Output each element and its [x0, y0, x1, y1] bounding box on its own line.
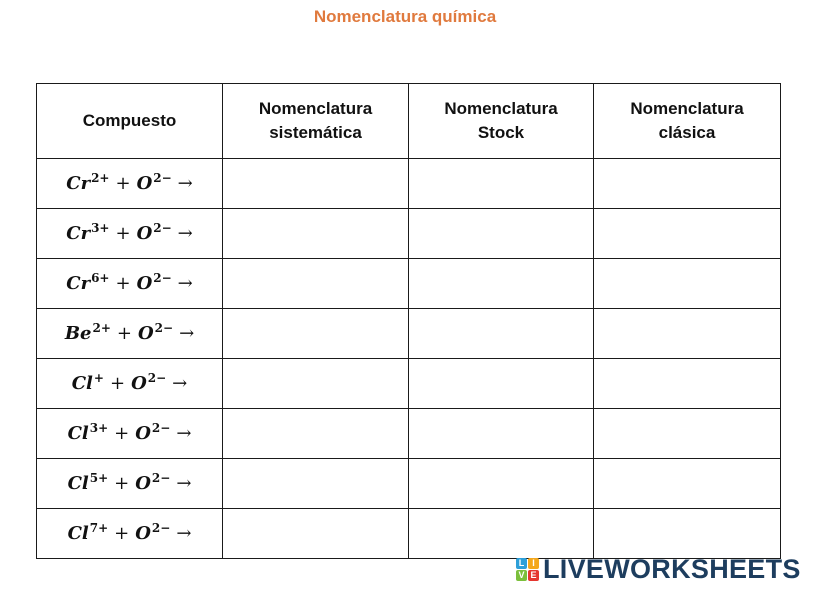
table-row	[37, 209, 781, 259]
compound-formula	[66, 273, 193, 294]
plus-sign: +	[114, 473, 130, 494]
cation-charge: 2+	[91, 171, 110, 185]
compound-cell	[37, 209, 223, 259]
answer-cell-sistematica[interactable]	[223, 509, 409, 559]
liveworksheets-logo	[516, 555, 801, 583]
plus-sign: +	[109, 373, 126, 394]
arrow-icon: →	[179, 323, 195, 344]
cation-symbol: Cr	[66, 173, 91, 194]
compound-formula	[72, 373, 188, 394]
answer-cell-clasica[interactable]	[594, 209, 781, 259]
answer-cell-clasica[interactable]	[594, 409, 781, 459]
answer-cell-stock[interactable]	[409, 409, 594, 459]
arrow-icon: →	[177, 223, 193, 244]
arrow-icon: →	[176, 473, 192, 494]
anion-charge: 2−	[153, 171, 172, 185]
answer-cell-stock[interactable]	[409, 359, 594, 409]
compound-formula	[65, 323, 194, 344]
plus-sign: +	[115, 223, 131, 244]
table-row	[37, 459, 781, 509]
answer-cell-sistematica[interactable]	[223, 209, 409, 259]
compound-formula	[68, 423, 192, 444]
arrow-icon: →	[176, 423, 192, 444]
anion-symbol: O	[136, 223, 153, 244]
answer-cell-clasica[interactable]	[594, 459, 781, 509]
column-header-compuesto: Compuesto	[37, 84, 223, 159]
page-title: Nomenclatura química	[313, 7, 497, 26]
compound-formula	[68, 523, 192, 544]
compound-cell	[37, 359, 223, 409]
compound-cell	[37, 309, 223, 359]
answer-cell-sistematica[interactable]	[223, 459, 409, 509]
logo-mark-letter: V	[516, 570, 527, 581]
logo-mark-icon	[516, 558, 539, 581]
cation-symbol: Be	[64, 323, 92, 344]
anion-symbol: O	[136, 273, 153, 294]
answer-cell-stock[interactable]	[409, 459, 594, 509]
compound-cell	[37, 459, 223, 509]
anion-charge: 2−	[147, 371, 167, 385]
answer-cell-stock[interactable]	[409, 509, 594, 559]
table-header-row	[37, 84, 781, 159]
nomenclature-table	[36, 83, 781, 559]
plus-sign: +	[114, 523, 130, 544]
table-row	[37, 359, 781, 409]
answer-cell-stock[interactable]	[409, 309, 594, 359]
cation-symbol: Cl	[67, 473, 89, 494]
cation-charge: 2+	[92, 321, 111, 335]
column-header-stock: Nomenclatura Stock	[409, 84, 594, 159]
anion-charge: 2−	[153, 221, 172, 235]
arrow-icon: →	[172, 373, 188, 394]
table-row	[37, 159, 781, 209]
anion-charge: 2−	[151, 421, 171, 435]
cation-symbol: Cl	[67, 423, 89, 444]
compound-cell	[37, 409, 223, 459]
logo-mark-letter: E	[528, 570, 539, 581]
table-row	[37, 509, 781, 559]
table-row	[37, 309, 781, 359]
answer-cell-sistematica[interactable]	[223, 259, 409, 309]
answer-cell-clasica[interactable]	[594, 159, 781, 209]
anion-charge: 2−	[151, 521, 171, 535]
compound-formula	[66, 223, 193, 244]
cation-charge: +	[93, 371, 104, 385]
logo-mark-letter: L	[516, 558, 527, 569]
table-row	[37, 259, 781, 309]
anion-symbol: O	[135, 473, 151, 494]
answer-cell-clasica[interactable]	[594, 359, 781, 409]
table-row	[37, 409, 781, 459]
answer-cell-sistematica[interactable]	[223, 359, 409, 409]
column-header-sistematica: Nomenclatura sistemática	[223, 84, 409, 159]
answer-cell-clasica[interactable]	[594, 509, 781, 559]
anion-symbol: O	[136, 173, 153, 194]
cation-charge: 5+	[89, 471, 109, 485]
cation-charge: 6+	[91, 271, 110, 285]
arrow-icon: →	[176, 523, 192, 544]
answer-cell-sistematica[interactable]	[223, 309, 409, 359]
anion-symbol: O	[135, 523, 151, 544]
cation-symbol: Cl	[71, 373, 93, 394]
answer-cell-stock[interactable]	[409, 259, 594, 309]
compound-formula	[68, 473, 192, 494]
cation-charge: 3+	[89, 421, 109, 435]
answer-cell-sistematica[interactable]	[223, 409, 409, 459]
plus-sign: +	[116, 323, 132, 344]
arrow-icon: →	[177, 173, 193, 194]
compound-cell	[37, 259, 223, 309]
compound-cell	[37, 509, 223, 559]
plus-sign: +	[115, 273, 131, 294]
logo-mark-letter: I	[528, 558, 539, 569]
plus-sign: +	[114, 423, 130, 444]
anion-charge: 2−	[151, 471, 171, 485]
plus-sign: +	[115, 173, 131, 194]
logo-text: LIVEWORKSHEETS	[543, 554, 801, 584]
cation-symbol: Cr	[66, 273, 91, 294]
answer-cell-clasica[interactable]	[594, 309, 781, 359]
answer-cell-stock[interactable]	[409, 209, 594, 259]
cation-charge: 7+	[89, 521, 109, 535]
answer-cell-sistematica[interactable]	[223, 159, 409, 209]
anion-charge: 2−	[153, 271, 172, 285]
anion-charge: 2−	[154, 321, 174, 335]
cation-charge: 3+	[91, 221, 110, 235]
compound-formula	[66, 173, 193, 194]
anion-symbol: O	[131, 373, 147, 394]
answer-cell-clasica[interactable]	[594, 259, 781, 309]
arrow-icon: →	[177, 273, 193, 294]
answer-cell-stock[interactable]	[409, 159, 594, 209]
cation-symbol: Cl	[67, 523, 89, 544]
compound-cell	[37, 159, 223, 209]
anion-symbol: O	[135, 423, 151, 444]
anion-symbol: O	[137, 323, 154, 344]
cation-symbol: Cr	[66, 223, 91, 244]
column-header-clasica: Nomenclatura clásica	[594, 84, 781, 159]
